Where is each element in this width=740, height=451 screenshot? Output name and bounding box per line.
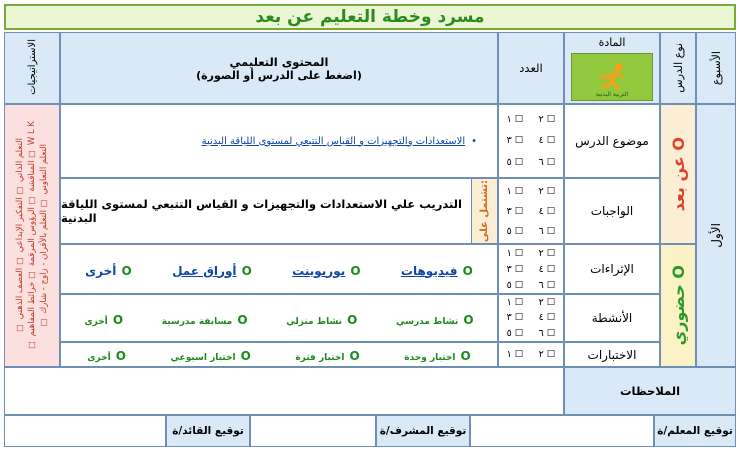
strategies-cell: [4, 104, 60, 367]
supervisor-signature-label: توقيع المشرف/ة: [376, 415, 470, 447]
number-header: العدد: [498, 32, 564, 104]
leader-signature-label: توقيع القائد/ة: [166, 415, 250, 447]
content-header: المحتوى التعليمي (اضغط على الدرس أو الصورة): [60, 32, 498, 104]
enrichment-cell: [60, 244, 498, 294]
activity-school[interactable]: نشاط مدرسي O: [396, 312, 474, 327]
supervisor-signature-field[interactable]: [250, 415, 376, 447]
number-row[interactable]: ٥ ☐ ٦ ☐: [506, 156, 556, 168]
number-row[interactable]: ٣ ☐ ٤ ☐: [506, 205, 556, 217]
runner-icon: [592, 61, 632, 93]
activity-home[interactable]: نشاط منزلي O: [286, 312, 358, 327]
number-row[interactable]: ٥ ☐ ٦ ☐: [506, 225, 556, 237]
lesson-type-header: نوع الدرس: [660, 32, 696, 104]
subject-header: المادة التربية البدنية: [564, 32, 660, 104]
activities-cell: [60, 294, 498, 342]
test-weekly[interactable]: اختبار اسبوعي O: [170, 349, 251, 363]
week-header: الأسبوع: [696, 32, 736, 104]
number-row[interactable]: ١ ☐ ٢ ☐: [506, 247, 556, 259]
homework-text: التدريب علي الاستعدادات والتجهيزات و القياس التتبعي لمستوى اللياقة البدنية: [61, 197, 462, 225]
number-row[interactable]: ٣ ☐ ٤ ☐: [506, 135, 556, 147]
leader-signature-field[interactable]: [4, 415, 166, 447]
strategy-line[interactable]: ☐ المناقشة ☐ الرؤوس المرقمة ☐ خرائط المفاهيم ☐ W L K: [27, 121, 37, 350]
week-cell: الأول: [696, 104, 736, 367]
lesson-topic-link[interactable]: الاستعدادات والتجهيزات و القياس التتبعي لمستوى اللياقة البدنية: [201, 135, 466, 147]
enrichment-powerpoint[interactable]: بوربوينت O: [292, 263, 361, 278]
enrichment-other[interactable]: أخرى O: [85, 263, 132, 278]
strategies-header: الاستراتيجيات: [4, 32, 60, 104]
activity-competition[interactable]: مسابقة مدرسية O: [161, 312, 248, 327]
row-label-activities: الأنشطة: [564, 294, 660, 342]
number-cell-lesson-topic: [498, 104, 564, 178]
row-label-enrichment: الإثراءات: [564, 244, 660, 294]
row-label-lesson-topic: موضوع الدرس: [564, 104, 660, 178]
enrichment-worksheets[interactable]: أوراق عمل O: [172, 263, 252, 278]
homework-side-label: تشتمل على:: [471, 179, 497, 243]
number-row[interactable]: ١ ☐ ٢ ☐: [506, 349, 556, 360]
tests-cell: [60, 342, 498, 367]
page-title-bar: [4, 4, 736, 30]
notes-field[interactable]: [4, 367, 564, 415]
number-row[interactable]: ١ ☐ ٢ ☐: [506, 114, 556, 126]
strategy-line[interactable]: ☐ التعلم التعاوني ☐ التعلم بالأقران - زاوج - شارك: [39, 144, 49, 327]
lesson-type-remote[interactable]: عن بعد O: [660, 104, 696, 244]
number-row[interactable]: ٣ ☐ ٤ ☐: [506, 263, 556, 275]
lesson-type-presence[interactable]: حضوري O: [660, 244, 696, 367]
page-title: مسرد وخطة التعليم عن بعد: [255, 7, 485, 27]
lesson-topic-cell: [60, 104, 498, 178]
number-cell-tests: [498, 342, 564, 367]
teacher-signature-field[interactable]: [470, 415, 654, 447]
test-unit[interactable]: اختبار وحدة O: [404, 349, 471, 363]
homework-cell: [60, 178, 498, 244]
notes-label: الملاحظات: [564, 367, 736, 415]
number-cell-enrichment: [498, 244, 564, 294]
row-label-tests: الاختبارات: [564, 342, 660, 367]
number-cell-homework: [498, 178, 564, 244]
subject-image[interactable]: التربية البدنية: [571, 53, 653, 101]
test-other[interactable]: أخرى O: [87, 349, 126, 363]
number-row[interactable]: ٣ ☐ ٤ ☐: [506, 312, 556, 324]
bullet-icon: •: [471, 135, 477, 147]
activity-other[interactable]: أخرى O: [84, 312, 124, 327]
number-row[interactable]: ٥ ☐ ٦ ☐: [506, 327, 556, 339]
number-row[interactable]: ١ ☐ ٢ ☐: [506, 297, 556, 309]
number-row[interactable]: ١ ☐ ٢ ☐: [506, 185, 556, 197]
number-cell-activities: [498, 294, 564, 342]
row-label-homework: الواجبات: [564, 178, 660, 244]
teacher-signature-label: توقيع المعلم/ة: [654, 415, 736, 447]
test-term[interactable]: اختبار فترة O: [295, 349, 360, 363]
enrichment-videos[interactable]: فيديوهات O: [400, 263, 473, 278]
number-row[interactable]: ٥ ☐ ٦ ☐: [506, 279, 556, 291]
strategy-line[interactable]: ☐ التعلم الذاتي ☐ التفكير الإبداعي ☐ العصف الذهني: [15, 138, 25, 333]
